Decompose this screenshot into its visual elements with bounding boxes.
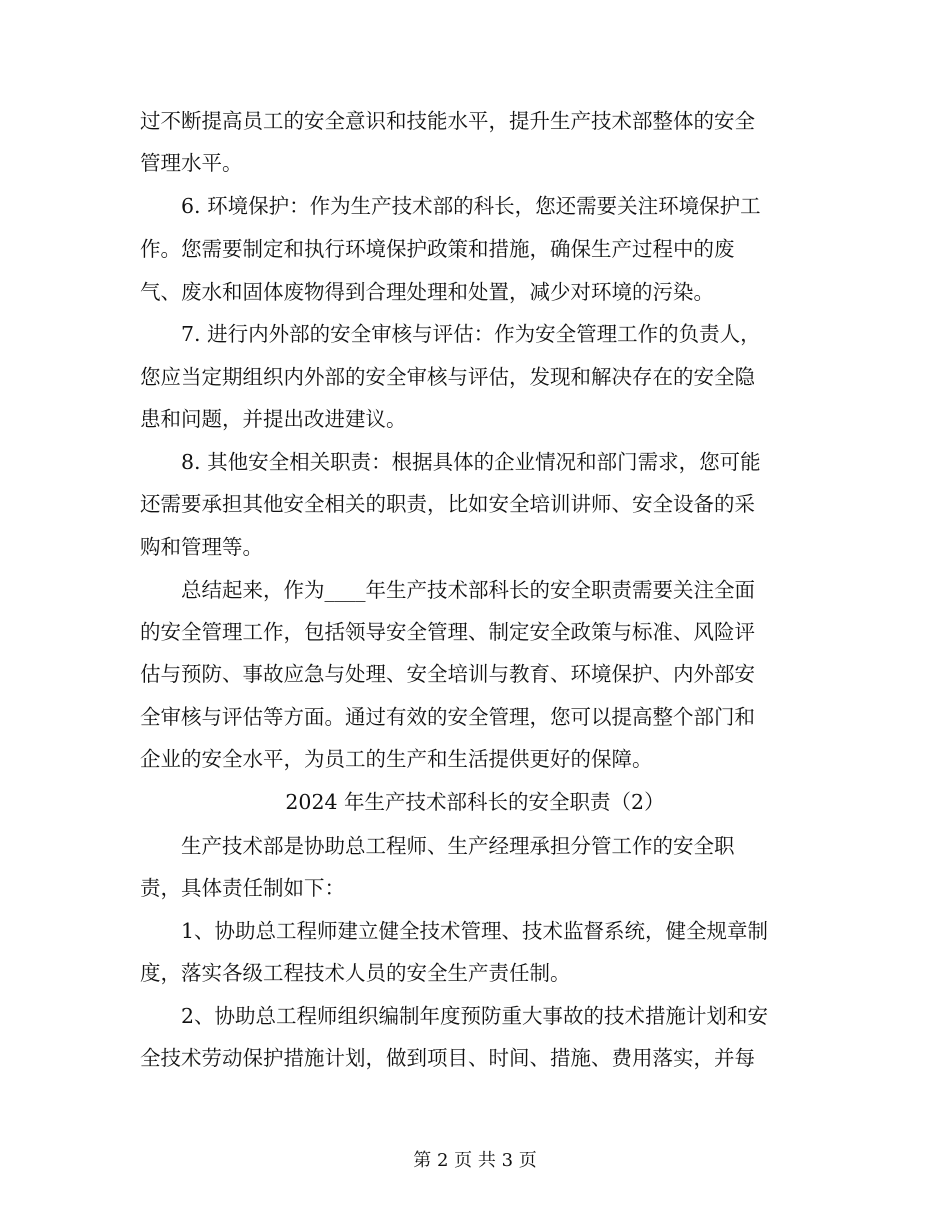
paragraph-line: 6. 环境保护：作为生产技术部的科长，您还需要关注环境保护工 [140, 194, 761, 218]
paragraph-line: 您应当定期组织内外部的安全审核与评估，发现和解决存在的安全隐 [140, 365, 755, 389]
paragraph-line: 2、协助总工程师组织编制年度预防重大事故的技术措施计划和安 [140, 1004, 769, 1028]
paragraph-line: 购和管理等。 [140, 535, 263, 559]
paragraph-line: 管理水平。 [140, 151, 243, 175]
paragraph-line: 估与预防、事故应急与处理、安全培训与教育、环境保护、内外部安 [140, 662, 755, 686]
paragraph-line: 8. 其他安全相关职责：根据具体的企业情况和部门需求，您可能 [140, 450, 761, 474]
paragraph-line: 责，具体责任制如下： [140, 876, 345, 900]
paragraph-line: 生产技术部是协助总工程师、生产经理承担分管工作的安全职 [140, 834, 735, 858]
paragraph-line: 总结起来，作为____年生产技术部科长的安全职责需要关注全面 [140, 578, 755, 602]
paragraph-line: 1、协助总工程师建立健全技术管理、技术监督系统，健全规章制 [140, 919, 769, 943]
paragraph-line: 过不断提高员工的安全意识和技能水平，提升生产技术部整体的安全 [140, 109, 755, 133]
paragraph-line: 全技术劳动保护措施计划，做到项目、时间、措施、费用落实，并每 [140, 1046, 755, 1070]
paragraph-line: 的安全管理工作，包括领导安全管理、制定安全政策与标准、风险评 [140, 620, 755, 644]
paragraph-line: 气、废水和固体废物得到合理处理和处置，减少对环境的污染。 [140, 280, 714, 304]
paragraph-line: 还需要承担其他安全相关的职责，比如安全培训讲师、安全设备的采 [140, 492, 755, 516]
paragraph-line: 患和问题，并提出改进建议。 [140, 407, 407, 431]
section-heading: 2024 年生产技术部科长的安全职责（2） [285, 790, 665, 814]
paragraph-line: 7. 进行内外部的安全审核与评估：作为安全管理工作的负责人， [140, 322, 761, 346]
page-number-footer: 第 2 页 共 3 页 [413, 1150, 537, 1171]
paragraph-line: 度，落实各级工程技术人员的安全生产责任制。 [140, 961, 571, 985]
paragraph-line: 企业的安全水平，为员工的生产和生活提供更好的保障。 [140, 747, 653, 771]
paragraph-line: 全审核与评估等方面。通过有效的安全管理，您可以提高整个部门和 [140, 705, 755, 729]
paragraph-line: 作。您需要制定和执行环境保护政策和措施，确保生产过程中的废 [140, 237, 735, 261]
